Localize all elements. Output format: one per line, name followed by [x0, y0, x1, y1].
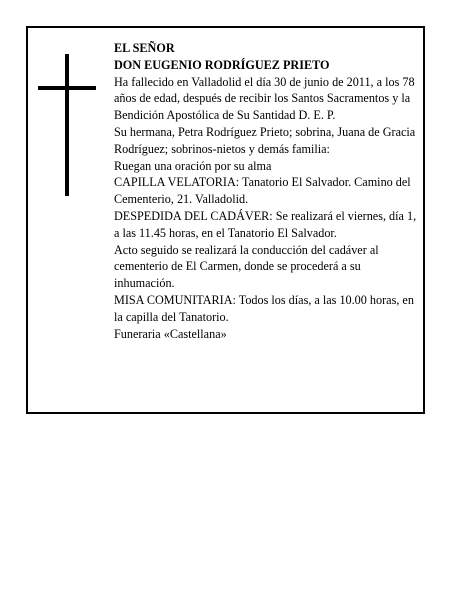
- viewing-chapel: CAPILLA VELATORIA: Tanatorio El Salvador. Camino del Cementerio, 21. Valladolid.: [114, 175, 414, 207]
- farewell-details: DESPEDIDA DEL CADÁVER: Se realizará el viernes, día 1, a las 11.45 horas, en el Tanatorio El Salvador.: [114, 208, 420, 240]
- cross-vertical-bar: [65, 54, 69, 196]
- family-list: Su hermana, Petra Rodríguez Prieto; sobrina, Juana de Gracia Rodríguez; sobrinos-nietos y demás familia:: [114, 124, 419, 156]
- death-announcement: Ha fallecido en Valladolid el día 30 de junio de 2011, a los 78 años de edad, después de recibir los Santos Sacramentos y la Bendición Apostólica de Su Santidad D. E. P.: [114, 74, 418, 123]
- community-mass: MISA COMUNITARIA: Todos los días, a las 10.00 horas, en la capilla del Tanatorio.: [114, 292, 417, 324]
- notice-text: [114, 40, 422, 342]
- prayer-request: Ruegan una oración por su alma: [114, 158, 272, 173]
- funeral-home: Funeraria «Castellana»: [114, 326, 227, 341]
- burial-details: Acto seguido se realizará la conducción del cadáver al cementerio de El Carmen, donde se procederá a su inhumación.: [114, 242, 382, 291]
- deceased-name: DON EUGENIO RODRÍGUEZ PRIETO: [114, 57, 330, 72]
- heading-title: EL SEÑOR: [114, 41, 175, 55]
- cross-horizontal-bar: [38, 86, 96, 90]
